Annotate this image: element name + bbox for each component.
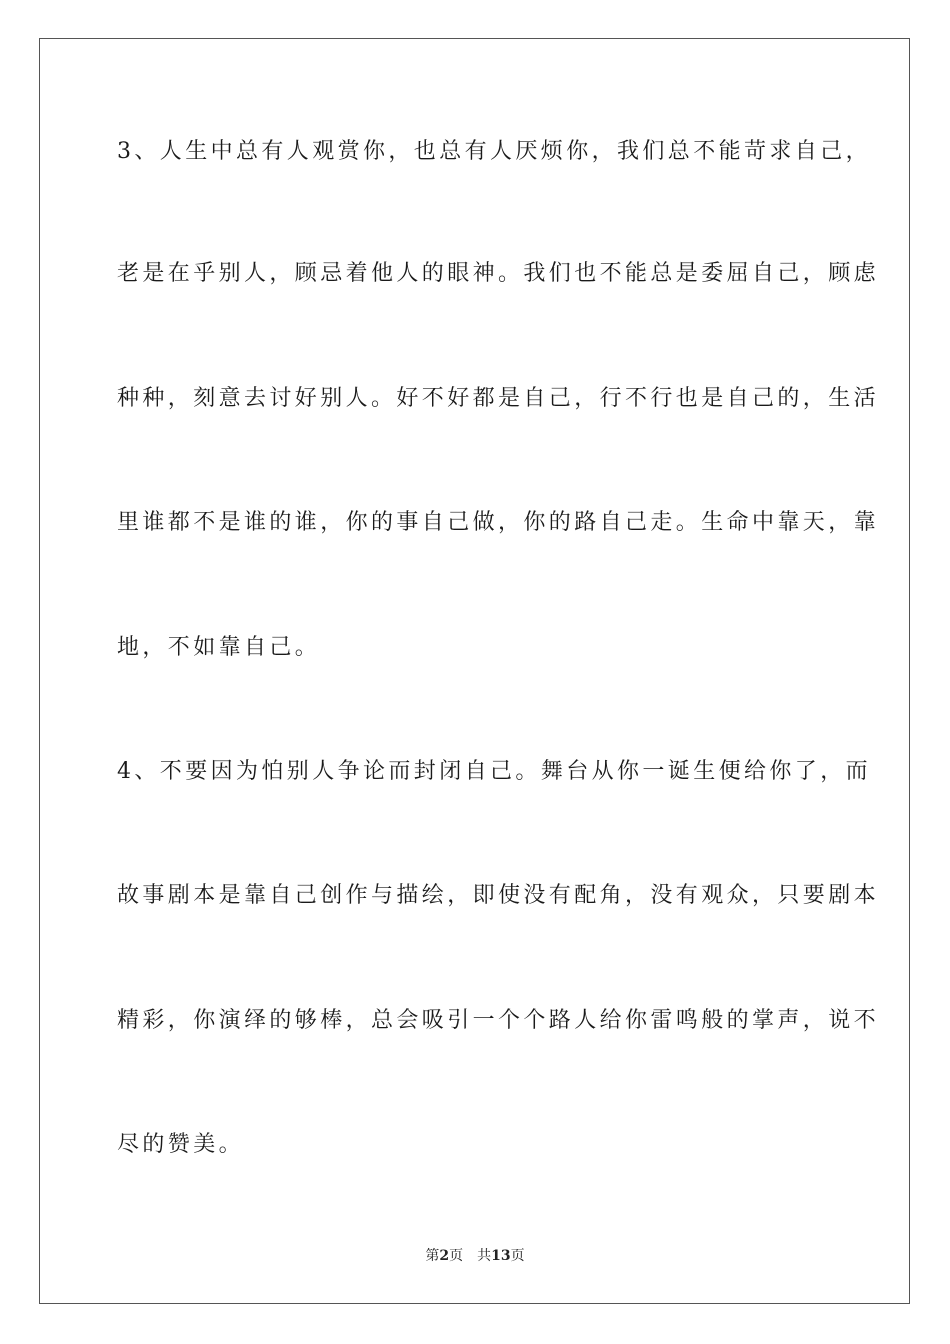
page-footer	[0, 1246, 950, 1266]
text-line-4: 里谁都不是谁的谁，你的事自己做，你的路自己走。生命中靠天，靠	[117, 510, 880, 535]
page-number: 2	[439, 1248, 450, 1264]
text-line-3: 种种，刻意去讨好别人。好不好都是自己，行不行也是自己的，生活	[117, 386, 880, 411]
page-prefix: 第	[425, 1248, 440, 1264]
text-line-9: 尽的赞美。	[117, 1132, 245, 1157]
page-suffix: 页	[449, 1248, 464, 1264]
text-line-1: 3、人生中总有人观赏你，也总有人厌烦你，我们总不能苛求自己，	[117, 139, 871, 164]
total-prefix: 共	[477, 1248, 492, 1264]
text-line-2: 老是在乎别人，顾忌着他人的眼神。我们也不能总是委屈自己，顾虑	[117, 261, 880, 286]
text-line-5: 地，不如靠自己。	[117, 635, 321, 660]
text-line-7: 故事剧本是靠自己创作与描绘，即使没有配角，没有观众，只要剧本	[117, 883, 880, 908]
total-pages: 13	[491, 1248, 511, 1264]
text-line-6: 4、不要因为怕别人争论而封闭自己。舞台从你一诞生便给你了，而	[117, 759, 871, 784]
page-frame	[39, 38, 910, 1304]
text-line-8: 精彩，你演绎的够棒，总会吸引一个个路人给你雷鸣般的掌声，说不	[117, 1008, 880, 1033]
total-suffix: 页	[510, 1248, 525, 1264]
